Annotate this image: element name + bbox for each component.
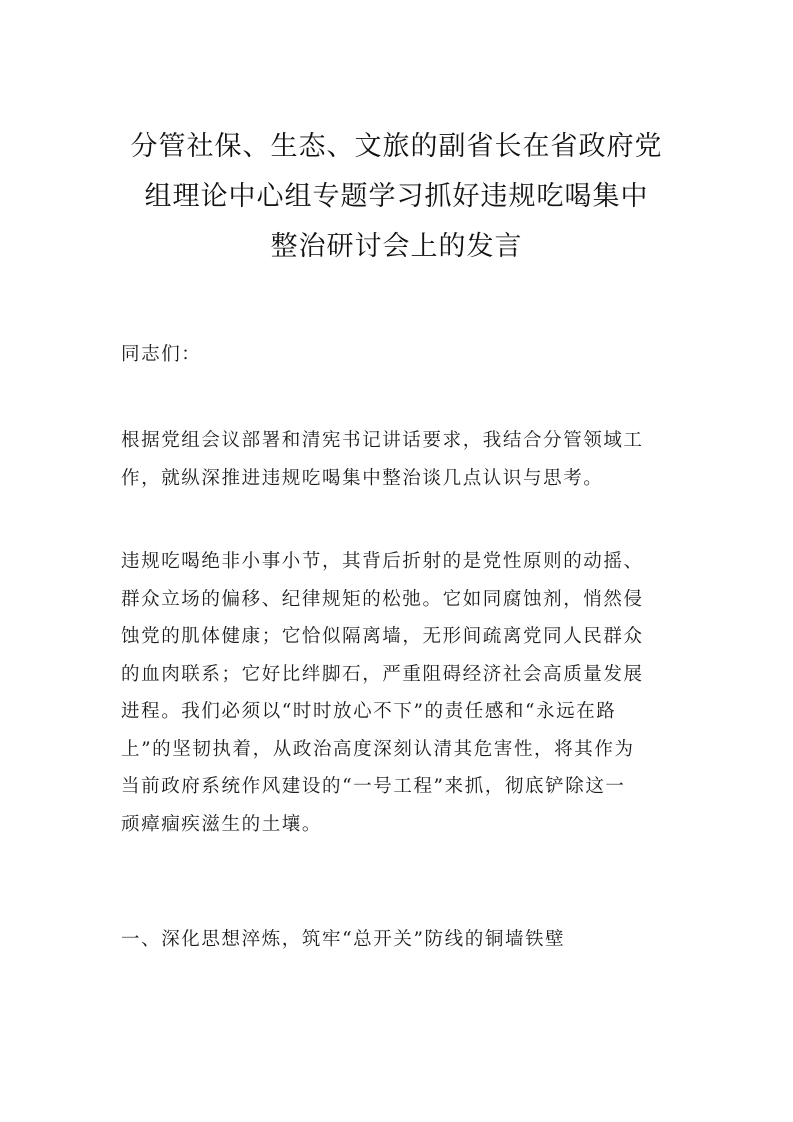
intro-paragraph	[121, 422, 681, 497]
paragraph-line: 的血肉联系；它好比绊脚石，严重阻碍经济社会高质量发展	[121, 663, 644, 685]
paragraph-line: 当前政府系统作风建设的“一号工程”来抓，彻底铲除这一	[121, 776, 626, 797]
document-title	[100, 122, 693, 272]
paragraph-line: 上”的坚韧执着，从政治高度深刻认清其危害性，将其作为	[121, 738, 635, 760]
section-heading: 一、深化思想淬炼，筑牢“总开关”防线的铜墙铁壁	[121, 929, 566, 950]
title-line: 组理论中心组专题学习抓好违规吃喝集中	[144, 181, 649, 212]
paragraph-line: 群众立场的偏移、纪律规矩的松弛。它如同腐蚀剂，悄然侵	[121, 588, 644, 610]
title-line: 分管社保、生态、文旅的副省长在省政府党	[130, 131, 663, 162]
paragraph-line: 蚀党的肌体健康；它恰似隔离墙，无形间疏离党同人民群众	[121, 626, 644, 647]
paragraph-line: 进程。我们必须以“时时放心不下”的责任感和“永远在路	[121, 701, 617, 722]
title-line: 整治研讨会上的发言	[270, 231, 523, 262]
paragraph-line: 根据党组会议部署和清宪书记讲话要求，我结合分管领域工	[121, 430, 644, 451]
paragraph-line: 违规吃喝绝非小事小节，其背后折射的是党性原则的动摇、	[121, 551, 644, 572]
paragraph-line: 作，就纵深推进违规吃喝集中整治谈几点认识与思考。	[121, 467, 604, 489]
paragraph-line: 顽瘴痼疾滋生的土壤。	[121, 813, 323, 835]
greeting: 同志们：	[121, 344, 202, 365]
body-paragraph	[121, 543, 681, 843]
